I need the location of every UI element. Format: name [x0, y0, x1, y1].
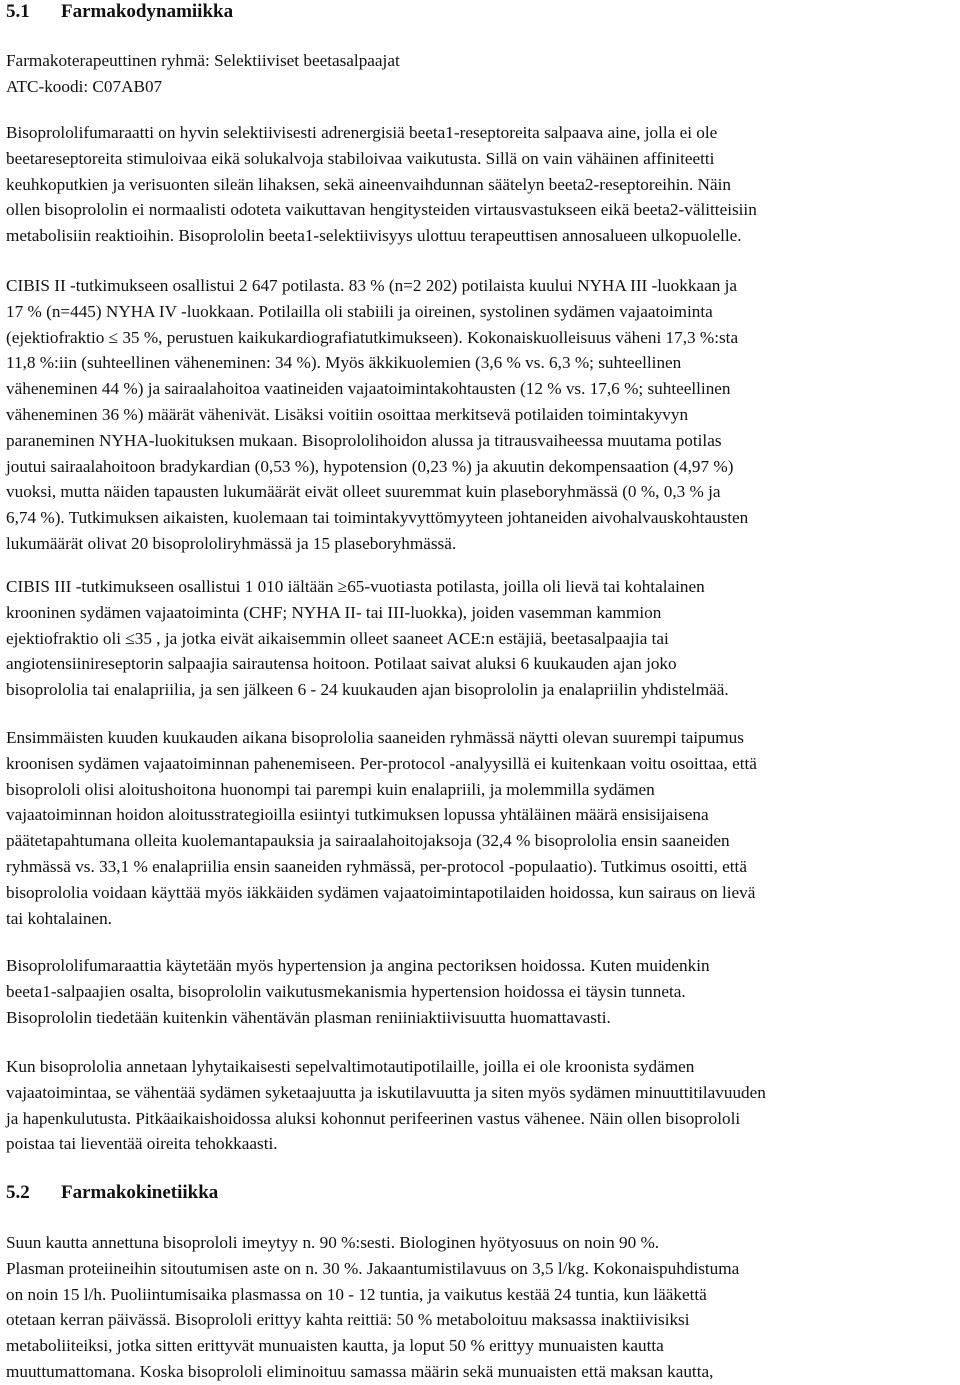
text-line: väheneminen 36 %) määrät vähenivät. Lisäksi voitiin osoittaa merkitsevä potilaiden toimintakyvyn [6, 404, 689, 424]
text-line: metabolisiin reaktioihin. Bisoprololin beeta1-selektiivisyys ulottuu terapeuttisen annosalueen ulkopuolelle. [6, 226, 742, 246]
text-line: ATC-koodi: C07AB07 [6, 76, 163, 96]
section-number: 5.2 [6, 1182, 30, 1203]
text-line: lukumäärät olivat 20 bisoprololiryhmässä ja 15 plaseboryhmässä. [6, 533, 457, 553]
text-line: angiotensiinireseptorin salpaajia sairautensa hoitoon. Potilaat saivat aluksi 6 kuukauden ajan joko [6, 654, 677, 674]
text-line: otetaan kerran päivässä. Bisoprololi erittyy kahta reittiä: 50 % metaboloituu maksassa inaktiivisiksi [6, 1310, 690, 1330]
text-line: metaboliiteiksi, jotka sitten erittyvät munuaisten kautta, ja loput 50 % erittyy munuaisten kautta [6, 1336, 664, 1356]
text-line: vuoksi, mutta näiden tapausten lukumäärät eivät olleet suuremmat kuin plaseboryhmässä (0 %, 0,3 % ja [6, 482, 721, 502]
paragraph [6, 1054, 954, 1157]
text-line: Bisoprololifumaraatti on hyvin selektiivisesti adrenergisiä beeta1-reseptoreita salpaava aine, jolla ei ole [6, 123, 718, 142]
text-line: ollen bisoprololin ei normaalisti odoteta vaikuttavan hengitysteiden virtausvastukseen eikä beeta2-välitteisiin [6, 200, 757, 220]
text-line: 11,8 %:iin (suhteellinen väheneminen: 34 %). Myös äkkikuolemien (3,6 % vs. 6,3 %; suhteellinen [6, 353, 682, 373]
paragraph [6, 273, 954, 557]
text-line: väheneminen 44 %) ja sairaalahoitoa vaatineiden vajaatoimintakohtausten (12 % vs. 17,6 %; suhteellinen [6, 379, 731, 399]
text-line: ejektiofraktio oli ≤35 , ja jotka eivät aikaisemmin olleet saaneet ACE:n estäjiä, beetasalpaajia tai [6, 628, 669, 648]
text-line: bisoprololia tai enalapriilia, ja sen jälkeen 6 - 24 kuukauden ajan bisoprololin ja enalapriilin yhdistelmää. [6, 680, 729, 700]
text-line: CIBIS III -tutkimukseen osallistui 1 010 iältään ≥65-vuotiasta potilasta, joilla oli lievä tai kohtalainen [6, 577, 705, 596]
text-line: tai kohtalainen. [6, 908, 112, 928]
text-line: Plasman proteiineihin sitoutumisen aste on n. 30 %. Jakaantumistilavuus on 3,5 l/kg. Kokonaispuhdistuma [6, 1258, 740, 1278]
text-line: poistaa tai lieventää oireita tehokkaasti. [6, 1134, 278, 1154]
text-line: beeta1-salpaajien osalta, bisoprololin vaikutusmekanismia hypertension hoidossa ei täysin tunneta. [6, 981, 686, 1001]
text-line: Bisoprololin tiedetään kuitenkin vähentävän plasman reniiniaktiivisuutta huomattavasti. [6, 1007, 611, 1027]
text-line: Ensimmäisten kuuden kuukauden aikana bisoprololia saaneiden ryhmässä näytti olevan suurempi taipumus [6, 728, 744, 747]
text-line: muuttumattomana. Koska bisoprololi eliminoituu samassa määrin sekä munuaisten että maksan kautta, [6, 1361, 714, 1381]
section-title: Farmakokinetiikka [61, 1182, 219, 1203]
text-line: joutui sairaalahoitoon bradykardian (0,53 %), hypotension (0,23 %) ja akuutin dekompensaation (4,97 %) [6, 456, 734, 476]
section-heading [6, 1181, 218, 1205]
section-number: 5.1 [6, 1, 30, 22]
text-line: keuhkoputkien ja verisuonten sileän lihaksen, sekä aineenvaihdunnan säätelyn beeta2-reseptoreihin. Näin [6, 174, 731, 194]
text-line: 17 % (n=445) NYHA IV -luokkaan. Potilailla oli stabiili ja oireinen, systolinen sydämen vajaatoiminta [6, 301, 713, 321]
text-line: krooninen sydämen vajaatoiminta (CHF; NYHA II- tai III-luokka), joiden vasemman kammion [6, 602, 662, 622]
text-line: ryhmässä vs. 33,1 % enalapriilia ensin saaneiden ryhmässä, per-protocol -populaatio). Tutkimus osoitti, että [6, 856, 747, 876]
text-line: paraneminen NYHA-luokituksen mukaan. Bisoprololihoidon alussa ja titrausvaiheessa muutama potilas [6, 430, 722, 450]
text-line: ja hapenkulutusta. Pitkäaikaishoidossa aluksi kohonnut perifeerinen vastus vähenee. Näin ollen bisoprololi [6, 1108, 741, 1128]
text-line: Kun bisoprololia annetaan lyhytaikaisesti sepelvaltimotautipotilaille, joilla ei ole kroonista sydämen [6, 1057, 695, 1076]
paragraph [6, 574, 954, 703]
paragraph [6, 953, 954, 1030]
text-line: beetareseptoreita stimuloivaa eikä solukalvoja stabiloivaa vaikutusta. Sillä on vain vähäinen affiniteetti [6, 148, 715, 168]
text-line: vajaatoiminnan hoidon aloitusstrategioilla esiintyi tutkimuksen lopussa yhtäläinen määrä ensisijaisena [6, 805, 709, 825]
paragraph [6, 725, 954, 931]
text-line: 6,74 %). Tutkimuksen aikaisten, kuolemaan tai toimintakyvyttömyyteen johtaneiden aivohalvauskohtausten [6, 508, 749, 528]
text-line: Farmakoterapeuttinen ryhmä: Selektiiviset beetasalpaajat [6, 51, 400, 70]
section-title: Farmakodynamiikka [61, 1, 234, 22]
text-line: CIBIS II -tutkimukseen osallistui 2 647 potilasta. 83 % (n=2 202) potilaista kuului NYHA III -luokkaan ja [6, 276, 737, 295]
text-line: bisoprololi olisi aloitushoitona huonompi tai parempi kuin enalapriili, ja molemmilla sydämen [6, 779, 655, 799]
text-line: bisoprololia voidaan käyttää myös iäkkäiden sydämen vajaatoimintapotilaiden hoidossa, kun sairaus on lievä [6, 882, 756, 902]
paragraph [6, 1230, 954, 1385]
text-line: vajaatoimintaa, se vähentää sydämen syketaajuutta ja iskutilavuutta ja siten myös sydämen minuuttitilavuuden [6, 1082, 766, 1102]
text-line: kroonisen sydämen vajaatoiminnan pahenemiseen. Per-protocol -analyysillä ei kuitenkaan voitu osoittaa, että [6, 753, 757, 773]
paragraph [6, 48, 954, 100]
section-heading [6, 0, 233, 24]
paragraph [6, 120, 954, 249]
text-line: Suun kautta annettuna bisoprololi imeytyy n. 90 %:sesti. Biologinen hyötyosuus on noin 90 %. [6, 1233, 660, 1252]
text-line: Bisoprololifumaraattia käytetään myös hypertension ja angina pectoriksen hoidossa. Kuten muidenkin [6, 956, 710, 975]
text-line: päätetapahtumana olleita kuolemantapauksia ja sairaalahoitojaksoja (32,4 % bisoprololia ensin saaneiden [6, 831, 730, 851]
text-line: on noin 15 l/h. Puoliintumisaika plasmassa on 10 - 12 tuntia, ja vaikutus kestää 24 tuntia, kun lääkettä [6, 1284, 707, 1304]
text-line: (ejektiofraktio ≤ 35 %, perustuen kaikukardiografiatutkimukseen). Kokonaiskuolleisuus väheni 17,3 %:sta [6, 327, 739, 347]
